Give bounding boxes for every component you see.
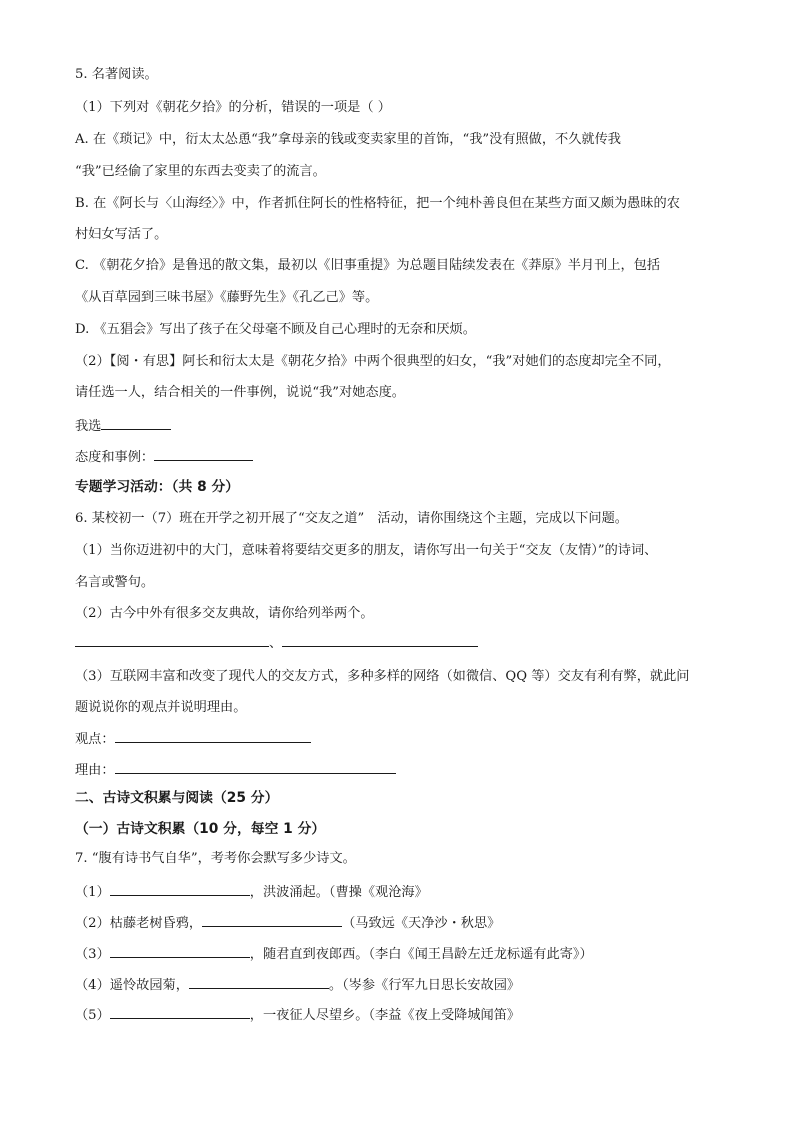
q5-option-b-line2: 村妇女写活了。	[75, 227, 168, 242]
q6-sub3-line1: （3）互联网丰富和改变了现代人的交友方式，多种多样的网络（如微信、QQ 等）交友有利有弊，就此问	[75, 669, 690, 684]
item-after: ，一夜征人尽望乡。（李益《夜上受降城闻笛》	[249, 1008, 521, 1023]
q5-option-d: D. 《五猖会》写出了孩子在父母毫不顾及自己心理时的无奈和厌烦。	[75, 322, 476, 337]
item-number: （4）	[75, 978, 110, 993]
item-number: （3）	[75, 947, 110, 962]
q6-title: 6. 某校初一（7）班在开学之初开展了“交友之道” 活动，请你围绕这个主题，完成以下问题。	[75, 511, 628, 526]
q5-option-a-line1: A. 在《琐记》中，衍太太怂恿“我”拿母亲的钱或变卖家里的首饰，“我”没有照做，不久就传我	[75, 132, 621, 147]
q6-view-row	[75, 730, 311, 748]
item-number: （1）	[75, 885, 110, 900]
section2-1-heading: （一）古诗文积累（10 分，每空 1 分）	[75, 821, 326, 837]
q5-choose-row	[75, 417, 171, 435]
attitude-label: 态度和事例：	[75, 450, 155, 465]
q7-item-4	[75, 976, 520, 994]
q5-option-c-line2: 《从百草园到三味书屋》《藤野先生》《孔乙己》等。	[75, 290, 379, 305]
reason-label: 理由：	[75, 763, 115, 778]
q6-sub1-line2: 名言或警句。	[75, 575, 155, 590]
q5-title: 5. 名著阅读。	[75, 67, 158, 82]
reason-answer-blank[interactable]	[115, 761, 396, 774]
q6-sub1-line1: （1）当你迈进初中的大门，意味着将要结交更多的朋友，请你写出一句关于“交友（友情）”的诗词、	[75, 543, 658, 558]
q6-sub3-line2: 题说说你的观点并说明理由。	[75, 700, 247, 715]
q5-option-a-line2: “我”已经偷了家里的东西去变卖了的流言。	[75, 164, 326, 179]
item-after: 。（岑参《行军九日思长安故园》	[328, 978, 521, 993]
q6-reason-row	[75, 761, 396, 779]
q5-sub2-line1: （2）【阅・有思】阿长和衍太太是《朝花夕拾》中两个很典型的妇女，“我”对她们的态度却完全不同，	[75, 354, 671, 369]
item-after: ，随君直到夜郎西。（李白《闻王昌龄左迁龙标遥有此寄》）	[249, 947, 593, 962]
separator: 、	[269, 636, 283, 651]
q7-title: 7. “腹有诗书气自华”，考考你会默写多少诗文。	[75, 851, 356, 866]
q6-sub2: （2）古今中外有很多交友典故，请你给列举两个。	[75, 606, 374, 621]
q7-item-1	[75, 883, 428, 901]
item-number: （5）	[75, 1008, 110, 1023]
item-after: ，洪波涌起。（曹操《观沧海》	[249, 885, 428, 900]
item-before: 枯藤老树昏鸦，	[109, 916, 203, 931]
poem-blank-4[interactable]	[189, 976, 329, 989]
poem-blank-1[interactable]	[110, 883, 250, 896]
poem-blank-3[interactable]	[110, 945, 250, 958]
section2-heading: 二、古诗文积累与阅读（25 分）	[75, 790, 279, 806]
choose-answer-blank[interactable]	[101, 417, 171, 430]
poem-blank-2[interactable]	[202, 914, 342, 927]
view-answer-blank[interactable]	[115, 730, 311, 743]
allusion-blank-2[interactable]	[282, 634, 478, 647]
q5-option-c-line1: C. 《朝花夕拾》是鲁迅的散文集，最初以《旧事重提》为总题目陆续发表在《莽原》半月刊上，包括	[75, 258, 661, 273]
item-after: （马致远《天净沙・秋思》	[342, 916, 501, 931]
choose-label: 我选	[75, 419, 102, 434]
poem-blank-5[interactable]	[110, 1006, 250, 1019]
item-before: 遥怜故园菊，	[109, 978, 189, 993]
q5-attitude-row	[75, 448, 253, 466]
q5-sub2-line2: 请任选一人，结合相关的一件事例，说说“我”对她态度。	[75, 385, 405, 400]
allusion-blank-1[interactable]	[75, 634, 269, 647]
view-label: 观点：	[75, 732, 115, 747]
q7-item-3	[75, 945, 593, 963]
attitude-answer-blank[interactable]	[154, 448, 253, 461]
q5-option-b-line1: B. 在《阿长与〈山海经〉》中，作者抓住阿长的性格特征，把一个纯朴善良但在某些方面又颇为愚昧的农	[75, 196, 680, 211]
section-topic-heading: 专题学习活动：（共 8 分）	[75, 479, 240, 495]
item-number: （2）	[75, 916, 110, 931]
q7-item-2	[75, 914, 500, 932]
q5-sub1: （1）下列对《朝花夕拾》的分析，错误的一项是（ ）	[75, 100, 391, 115]
q7-item-5	[75, 1006, 520, 1024]
q6-sub2-answer-row	[75, 634, 478, 652]
